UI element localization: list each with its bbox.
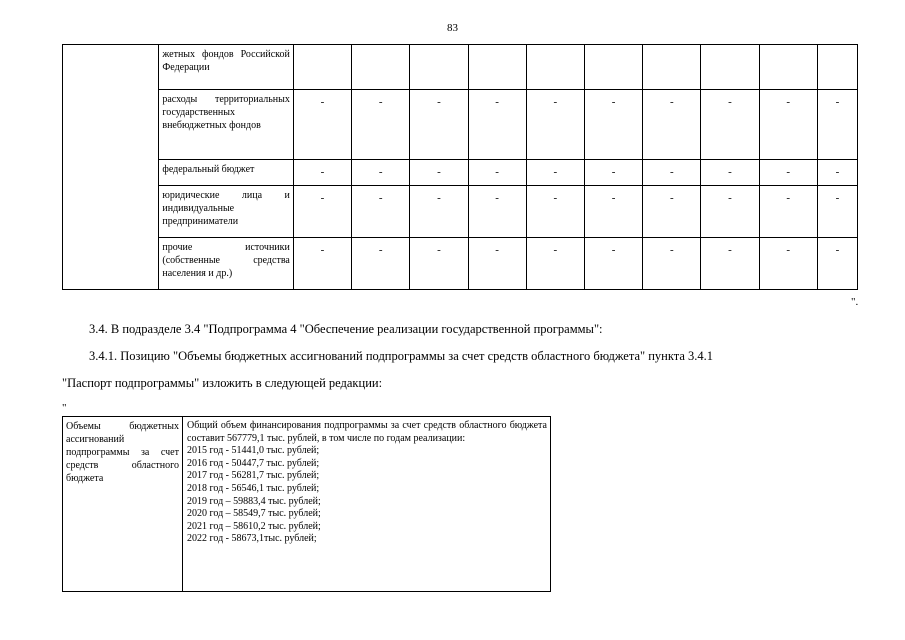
table-row xyxy=(63,45,858,90)
value-cell: - xyxy=(293,238,351,290)
value-cell: - xyxy=(643,238,701,290)
value-cell: - xyxy=(584,160,642,186)
value-cell: - xyxy=(759,160,817,186)
paragraph-3-4: 3.4. В подразделе 3.4 "Подпрограмма 4 "Обеспечение реализации государственной программы": xyxy=(89,322,603,336)
value-cell: - xyxy=(352,238,410,290)
value-cell: - xyxy=(293,160,351,186)
value-cell: - xyxy=(352,186,410,238)
value-cell xyxy=(293,45,351,90)
value-cell: - xyxy=(817,90,857,160)
value-cell: - xyxy=(817,238,857,290)
value-cell: - xyxy=(526,90,584,160)
value-cell: - xyxy=(817,160,857,186)
category-label: расходы территориальных государственных внебюджетных фондов xyxy=(159,90,294,160)
value-cell: - xyxy=(468,90,526,160)
value-cell: - xyxy=(584,238,642,290)
blank-left-column xyxy=(63,45,159,290)
year-line: 2017 год - 56281,7 тыс. рублей; xyxy=(187,470,320,482)
category-label: юридические лица и индивидуальные предприниматели xyxy=(159,186,294,238)
paragraph-3-4-1-line2: "Паспорт подпрограммы" изложить в следующей редакции: xyxy=(62,376,383,390)
category-label: федеральный бюджет xyxy=(159,160,294,186)
year-line: 2015 год - 51441,0 тыс. рублей; xyxy=(187,445,320,457)
value-cell: - xyxy=(701,90,759,160)
table-row xyxy=(63,160,858,186)
value-cell: - xyxy=(293,186,351,238)
passport-right-cell xyxy=(183,417,551,592)
year-line: 2022 год - 58673,1тыс. рублей; xyxy=(187,533,317,545)
value-cell: - xyxy=(759,90,817,160)
value-cell: - xyxy=(468,160,526,186)
value-cell xyxy=(584,45,642,90)
value-cell: - xyxy=(352,160,410,186)
value-cell: - xyxy=(643,90,701,160)
value-cell: - xyxy=(410,238,468,290)
value-cell xyxy=(410,45,468,90)
table-row xyxy=(63,238,858,290)
category-label: прочие источники (собственные средства населения и др.) xyxy=(159,238,294,290)
category-label: жетных фондов Российской Федерации xyxy=(159,45,294,90)
value-cell: - xyxy=(701,186,759,238)
passport-years-list xyxy=(187,445,547,546)
value-cell: - xyxy=(817,186,857,238)
year-line: 2018 год - 56546,1 тыс. рублей; xyxy=(187,482,320,494)
value-cell: - xyxy=(410,186,468,238)
value-cell: - xyxy=(352,90,410,160)
closing-quote-mark: ". xyxy=(851,296,859,308)
value-cell: - xyxy=(526,160,584,186)
value-cell xyxy=(817,45,857,90)
value-cell: - xyxy=(643,186,701,238)
passport-table xyxy=(62,416,551,592)
value-cell: - xyxy=(759,186,817,238)
value-cell: - xyxy=(410,90,468,160)
value-cell xyxy=(526,45,584,90)
value-cell: - xyxy=(759,238,817,290)
value-cell xyxy=(759,45,817,90)
value-cell: - xyxy=(643,160,701,186)
value-cell: - xyxy=(701,238,759,290)
table-row xyxy=(63,186,858,238)
year-line: 2016 год - 50447,7 тыс. рублей; xyxy=(187,457,320,469)
value-cell: - xyxy=(526,238,584,290)
year-line: 2021 год – 58610,2 тыс. рублей; xyxy=(187,520,321,532)
value-cell xyxy=(352,45,410,90)
page-number: 83 xyxy=(447,22,458,34)
value-cell: - xyxy=(468,186,526,238)
paragraph-3-4-1-line1: 3.4.1. Позицию "Объемы бюджетных ассигнований подпрограммы за счет средств областного бюджета" пункта 3.4.1 xyxy=(89,349,714,363)
value-cell: - xyxy=(526,186,584,238)
value-cell xyxy=(468,45,526,90)
passport-left-cell: Объемы бюджетных ассигнований подпрограммы за счет средств областного бюджета xyxy=(63,417,183,592)
value-cell: - xyxy=(293,90,351,160)
year-line: 2020 год – 58549,7 тыс. рублей; xyxy=(187,508,321,520)
value-cell xyxy=(643,45,701,90)
opening-quote-mark: " xyxy=(62,402,67,414)
value-cell xyxy=(701,45,759,90)
value-cell: - xyxy=(584,90,642,160)
year-line: 2019 год – 59883,4 тыс. рублей; xyxy=(187,495,321,507)
value-cell: - xyxy=(701,160,759,186)
passport-intro: Общий объем финансирования подпрограммы за счет средств областного бюджета составит 567779,1 тыс. рублей, в том числе по годам реализации: xyxy=(187,420,547,444)
value-cell: - xyxy=(584,186,642,238)
table-row xyxy=(63,90,858,160)
funding-sources-table xyxy=(62,44,858,290)
value-cell: - xyxy=(410,160,468,186)
value-cell: - xyxy=(468,238,526,290)
